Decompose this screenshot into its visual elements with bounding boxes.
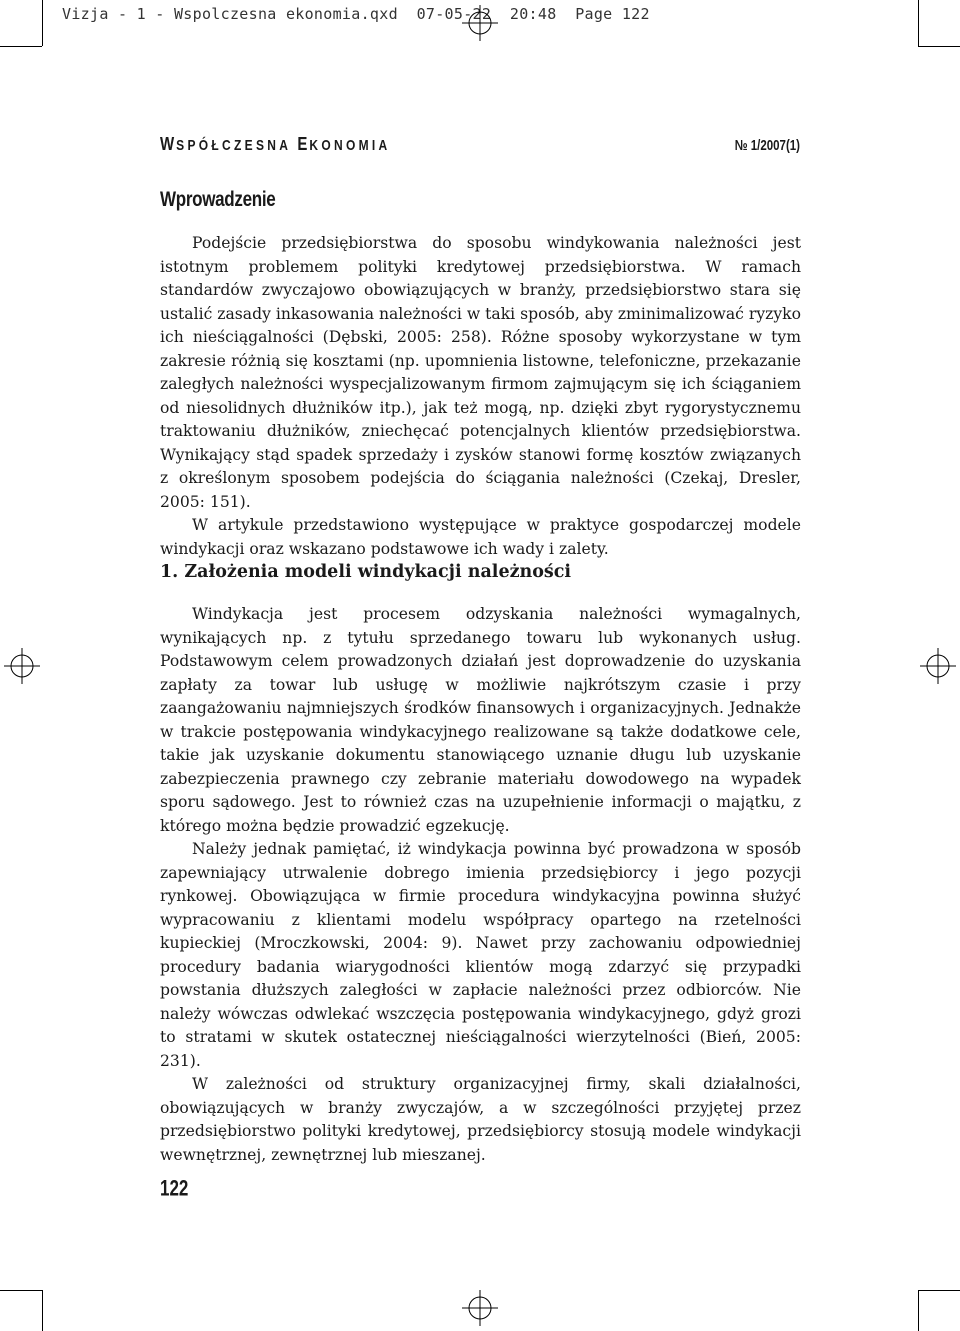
journal-title: WSPÓŁCZESNA EKONOMIA [160,133,391,156]
registration-mark-top [462,5,498,41]
issue-number: № 1/2007(1) [734,138,800,154]
crop-mark [918,1290,960,1291]
crop-mark [0,1290,42,1291]
page-number: 122 [160,1176,189,1201]
crop-mark [42,0,43,46]
crop-mark [918,1290,919,1331]
registration-mark-right [920,648,956,684]
running-header [160,133,800,156]
paragraph: Należy jednak pamiętać, iż windykacja powinna być prowadzona w sposób zapewniający utrwalenie dobrego imienia przedsiębiorcy i jego pozycji rynkowej. Obowiązująca w firmie procedura windykacyjna powinna służyć wypracowaniu z klientami modelu współpracy opartego na rzetelności kupieckiej (Mroczkowski, 2004: 9). Nawet przy zachowaniu odpowiedniej procedury badania wiarygodności klientów mogą zdarzyć się przypadki powstania dłuższych zaległości w zapłacie należności przez odbiorców. Nie należy wówczas odwlekać wszczęcia postępowania windykacyjnego, gdyż grozi to stratami w skutek ostatecznej nieściągalności wierzytelności (Bień, 2005: 231). [160,840,801,1070]
crop-mark [0,46,42,47]
section-heading: 1. Założenia modeli windykacji należności [160,562,572,582]
paragraph: W zależności od struktury organizacyjnej firmy, skali działalności, obowiązujących w branży zwyczajów, a w szczególności przyjętej przez przedsiębiorstwo polityki kredytowej, przedsiębiorcy stosują modele windykacji wewnętrznej, zewnętrznej lub mieszanej. [160,1075,801,1164]
crop-mark [918,46,960,47]
registration-mark-bottom [462,1290,498,1326]
paragraph: W artykule przedstawiono występujące w praktyce gospodarczej modele windykacji oraz wskazano podstawowe ich wady i zalety. [160,516,801,558]
print-slug: Vizja - 1 - Wspolczesna ekonomia.qxd 07-05-22 20:48 Page 122 [62,5,650,23]
paragraph: Podejście przedsiębiorstwa do sposobu windykowania należności jest istotnym problemem polityki kredytowej przedsiębiorstwa. W ramach standardów zwyczajowo obowiązujących w branży, przedsiębiorstwo stara się ustalić zasady inkasowania należności w taki sposób, aby zminimalizować ryzyko ich nieściągalności (Dębski, 2005: 258). Różne sposoby wykorzystane w tym zakresie różnią się kosztami (np. upomnienia listowne, telefoniczne, przekazanie zaległych należności wyspecjalizowanym firmom zajmującym się ich ściąganiem od niesolidnych dłużników itp.), jak też mogą, np. dzięki zbyt rygorystycznemu traktowaniu dłużników, zniechęcać potencjalnych klientów przedsiębiorstwa. Wynikający stąd spadek sprzedaży i zysków stanowi formę kosztów związanych z określonym sposobem podejścia do ściągania należności (Czekaj, Dresler, 2005: 151). [160,234,801,511]
crop-mark [918,0,919,46]
section-body [160,603,801,1167]
intro-body [160,232,801,561]
crop-mark [42,1290,43,1331]
paragraph: Windykacja jest procesem odzyskania należności wymagalnych, wynikających np. z tytułu sprzedanego towaru lub wykonanych usług. Podstawowym celem prowadzonych działań jest doprowadzenie do uzyskania zapłaty za towar lub usługę w możliwie najkrótszym czasie i przy zaangażowaniu najmniejszych środków finansowych i organizacyjnych. Jednakże w trakcie postępowania windykacyjnego realizowane są także dodatkowe cele, takie jak uzyskanie dokumentu stanowiącego uznanie długu lub uzyskanie zabezpieczenia prawnego czy zebranie materiału dowodowego na wypadek sporu sądowego. Jest to również czas na uzupełnienie informacji o majątku, z którego można będzie prowadzić egzekucję. [160,605,801,835]
registration-mark-left [4,648,40,684]
intro-heading: Wprowadzenie [160,187,276,211]
